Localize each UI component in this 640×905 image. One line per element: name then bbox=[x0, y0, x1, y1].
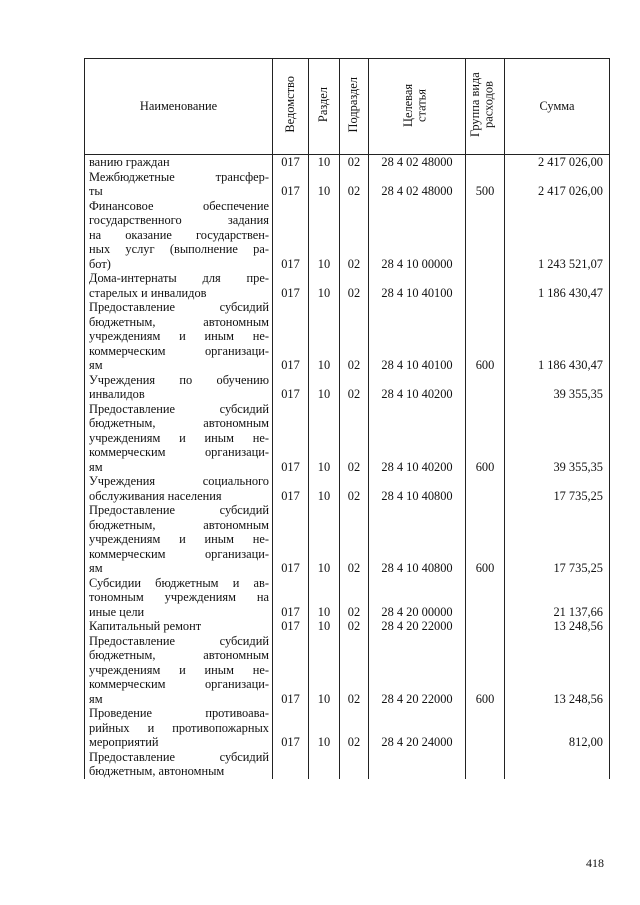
row-section: 10 bbox=[309, 402, 340, 475]
header-section: Раздел bbox=[309, 59, 340, 155]
row-name-line: Дома-интернаты для пре- bbox=[89, 271, 269, 285]
row-subsection: 02 bbox=[340, 300, 369, 373]
row-name-line: учреждениям и иным не- bbox=[89, 532, 269, 546]
row-name-line: Субсидии бюджетным и ав- bbox=[89, 575, 269, 590]
row-name-line: учреждениям и иным не- bbox=[89, 662, 269, 677]
row-name bbox=[85, 750, 273, 779]
row-exp-group: 600 bbox=[466, 503, 505, 576]
row-section-value: 10 bbox=[317, 604, 331, 619]
row-subsection-value: 02 bbox=[347, 619, 361, 633]
row-exp-group-value bbox=[466, 605, 504, 620]
row-name bbox=[85, 402, 273, 475]
row-exp-group bbox=[466, 199, 505, 272]
table-body bbox=[85, 155, 610, 779]
row-amount: 2 417 026,00 bbox=[505, 170, 610, 199]
row-name-line: Предоставление субсидий bbox=[89, 633, 269, 648]
row-amount bbox=[505, 750, 610, 779]
row-dept bbox=[273, 576, 309, 634]
row-target: 28 4 02 48000 bbox=[369, 155, 466, 170]
row-section: 10 bbox=[309, 271, 340, 300]
row-target: 28 4 20 22000 bbox=[369, 634, 466, 707]
row-section bbox=[309, 750, 340, 779]
row-target bbox=[369, 750, 466, 779]
row-amount bbox=[505, 576, 610, 634]
row-exp-group bbox=[466, 576, 505, 634]
row-name-line: бюджетным, автономным bbox=[89, 648, 269, 662]
row-name-line: инвалидов bbox=[89, 387, 145, 401]
row-target: 28 4 10 40100 bbox=[369, 271, 466, 300]
row-section: 10 bbox=[309, 155, 340, 170]
row-dept: 017 bbox=[273, 634, 309, 707]
row-name-line: коммерческим организаци- bbox=[89, 445, 269, 459]
row-name bbox=[85, 576, 273, 634]
table-row bbox=[85, 503, 610, 576]
table-row bbox=[85, 634, 610, 707]
row-name-line: ных услуг (выполнение ра- bbox=[89, 242, 269, 256]
row-subsection: 02 bbox=[340, 199, 369, 272]
row-dept: 017 bbox=[273, 271, 309, 300]
row-name-line: ям bbox=[89, 358, 103, 372]
row-subsection-value: 02 bbox=[347, 604, 361, 619]
row-target: 28 4 10 40800 bbox=[369, 503, 466, 576]
row-exp-group bbox=[466, 271, 505, 300]
row-target: 28 4 10 00000 bbox=[369, 199, 466, 272]
row-name-line: Межбюджетные трансфер- bbox=[89, 169, 269, 184]
header-subsection: Подраздел bbox=[340, 59, 369, 155]
table-row bbox=[85, 750, 610, 779]
row-subsection: 02 bbox=[340, 503, 369, 576]
row-subsection: 02 bbox=[340, 634, 369, 707]
row-exp-group bbox=[466, 373, 505, 402]
row-amount: 1 186 430,47 bbox=[505, 300, 610, 373]
row-subsection: 02 bbox=[340, 474, 369, 503]
row-name bbox=[85, 634, 273, 707]
row-subsection: 02 bbox=[340, 155, 369, 170]
row-target-value: 28 4 20 00000 bbox=[381, 604, 453, 619]
row-name-line: бюджетным, автономным bbox=[89, 314, 269, 329]
row-target: 28 4 10 40200 bbox=[369, 402, 466, 475]
row-exp-group: 600 bbox=[466, 634, 505, 707]
row-name-line: ям bbox=[89, 691, 103, 706]
row-name-line: бюджетным, автономным bbox=[89, 517, 269, 532]
row-section-value: 10 bbox=[317, 619, 331, 633]
header-amount: Сумма bbox=[505, 59, 610, 155]
row-target: 28 4 02 48000 bbox=[369, 170, 466, 199]
row-name-line: обслуживания населения bbox=[89, 488, 222, 503]
row-amount: 17 735,25 bbox=[505, 474, 610, 503]
row-subsection: 02 bbox=[340, 271, 369, 300]
row-name-line: на оказание государствен- bbox=[89, 227, 269, 242]
row-section: 10 bbox=[309, 170, 340, 199]
row-dept: 017 bbox=[273, 155, 309, 170]
row-amount: 39 355,35 bbox=[505, 402, 610, 475]
row-exp-group bbox=[466, 750, 505, 779]
row-name-line: Учреждения социального bbox=[89, 474, 269, 488]
row-name bbox=[85, 300, 273, 373]
table-header bbox=[85, 59, 610, 155]
row-name-line: иные цели bbox=[89, 604, 145, 619]
row-name-line: коммерческим организаци- bbox=[89, 343, 269, 358]
row-dept bbox=[273, 750, 309, 779]
row-dept: 017 bbox=[273, 474, 309, 503]
header-target: Целевая статья bbox=[369, 59, 466, 155]
table-row bbox=[85, 300, 610, 373]
row-exp-group: 500 bbox=[466, 170, 505, 199]
row-dept: 017 bbox=[273, 300, 309, 373]
row-target bbox=[369, 576, 466, 634]
row-amount: 1 186 430,47 bbox=[505, 271, 610, 300]
row-amount: 812,00 bbox=[505, 706, 610, 750]
header-dept: Ведомство bbox=[273, 59, 309, 155]
table-row bbox=[85, 170, 610, 199]
row-name-line: бюджетным, автономным bbox=[89, 416, 269, 430]
row-section: 10 bbox=[309, 199, 340, 272]
table-row bbox=[85, 373, 610, 402]
row-exp-group: 600 bbox=[466, 300, 505, 373]
row-section: 10 bbox=[309, 503, 340, 576]
row-name-line: мероприятий bbox=[89, 735, 159, 749]
row-amount: 17 735,25 bbox=[505, 503, 610, 576]
row-name-line: ям bbox=[89, 459, 103, 474]
row-name bbox=[85, 271, 273, 300]
row-target-value: 28 4 20 22000 bbox=[381, 619, 453, 633]
row-amount: 13 248,56 bbox=[505, 634, 610, 707]
row-amount: 2 417 026,00 bbox=[505, 155, 610, 170]
row-dept: 017 bbox=[273, 199, 309, 272]
row-name-line: бот) bbox=[89, 256, 111, 271]
table-row bbox=[85, 706, 610, 750]
row-exp-group bbox=[466, 706, 505, 750]
row-amount: 1 243 521,07 bbox=[505, 199, 610, 272]
row-subsection bbox=[340, 576, 369, 634]
table-row bbox=[85, 576, 610, 634]
row-target: 28 4 10 40200 bbox=[369, 373, 466, 402]
row-name bbox=[85, 373, 273, 402]
row-name-line: Предоставление субсидий bbox=[89, 300, 269, 314]
row-section: 10 bbox=[309, 373, 340, 402]
row-name-line: коммерческим организаци- bbox=[89, 677, 269, 691]
row-target: 28 4 10 40100 bbox=[369, 300, 466, 373]
row-target: 28 4 20 24000 bbox=[369, 706, 466, 750]
row-subsection: 02 bbox=[340, 706, 369, 750]
row-section: 10 bbox=[309, 474, 340, 503]
row-dept-value: 017 bbox=[281, 619, 300, 633]
row-section bbox=[309, 576, 340, 634]
table-row bbox=[85, 474, 610, 503]
row-name-line: Финансовое обеспечение bbox=[89, 198, 269, 213]
row-dept: 017 bbox=[273, 503, 309, 576]
row-target: 28 4 10 40800 bbox=[369, 474, 466, 503]
row-amount-value: 13 248,56 bbox=[553, 619, 603, 633]
row-subsection: 02 bbox=[340, 373, 369, 402]
row-name-line: Проведение противоава- bbox=[89, 706, 269, 720]
row-exp-group-value bbox=[466, 619, 504, 634]
row-name-line: старелых и инвалидов bbox=[89, 285, 207, 300]
row-exp-group: 600 bbox=[466, 402, 505, 475]
row-name bbox=[85, 706, 273, 750]
row-section: 10 bbox=[309, 300, 340, 373]
row-name-line: ванию граждан bbox=[89, 155, 170, 169]
row-name-line: бюджетным, автономным bbox=[89, 764, 225, 778]
row-amount-value: 21 137,66 bbox=[553, 604, 603, 619]
row-name-line: тономным учреждениям на bbox=[89, 590, 269, 604]
row-subsection: 02 bbox=[340, 402, 369, 475]
row-name bbox=[85, 155, 273, 170]
row-section: 10 bbox=[309, 634, 340, 707]
row-name-line: рийных и противопожарных bbox=[89, 720, 269, 735]
row-dept: 017 bbox=[273, 402, 309, 475]
row-name-line: учреждениям и иным не- bbox=[89, 430, 269, 445]
row-subsection bbox=[340, 750, 369, 779]
row-name-line: Учреждения по обучению bbox=[89, 372, 269, 387]
row-name-line: ям bbox=[89, 561, 103, 575]
row-dept: 017 bbox=[273, 706, 309, 750]
row-amount: 39 355,35 bbox=[505, 373, 610, 402]
row-name-line: коммерческим организаци- bbox=[89, 546, 269, 561]
budget-table bbox=[84, 58, 610, 779]
row-name-line: учреждениям и иным не- bbox=[89, 329, 269, 343]
row-name-line: Предоставление субсидий bbox=[89, 749, 269, 764]
row-dept-value: 017 bbox=[281, 604, 300, 619]
page-number: 418 bbox=[586, 856, 604, 870]
row-name bbox=[85, 199, 273, 272]
row-dept: 017 bbox=[273, 373, 309, 402]
row-name-line: ты bbox=[89, 184, 103, 198]
row-name-line: государственного задания bbox=[89, 213, 269, 227]
row-name-line: Капитальный ремонт bbox=[89, 619, 202, 633]
table-row bbox=[85, 271, 610, 300]
row-name-line: Предоставление субсидий bbox=[89, 401, 269, 416]
header-exp-group: Группа вида расходов bbox=[466, 59, 505, 155]
row-name bbox=[85, 474, 273, 503]
row-name bbox=[85, 170, 273, 199]
row-exp-group bbox=[466, 155, 505, 170]
row-dept: 017 bbox=[273, 170, 309, 199]
header-name: Наименование bbox=[85, 59, 273, 155]
table-row bbox=[85, 402, 610, 475]
row-name bbox=[85, 503, 273, 576]
table-row bbox=[85, 199, 610, 272]
table-row bbox=[85, 155, 610, 170]
row-subsection: 02 bbox=[340, 170, 369, 199]
row-section: 10 bbox=[309, 706, 340, 750]
row-name-line: Предоставление субсидий bbox=[89, 503, 269, 517]
row-exp-group bbox=[466, 474, 505, 503]
